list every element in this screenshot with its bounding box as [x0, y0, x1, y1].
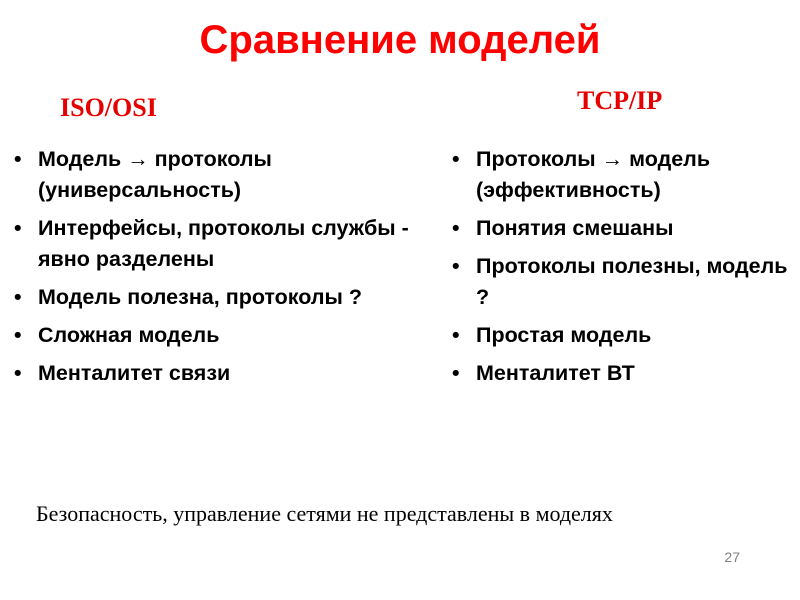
bullet-icon: • — [452, 216, 460, 240]
bullet-icon: • — [452, 254, 460, 278]
bullet-icon: • — [14, 285, 22, 309]
bullet-icon: • — [452, 147, 460, 171]
bullet-icon: • — [14, 361, 22, 385]
list-item — [448, 251, 793, 313]
list-item-text: Понятия смешаны — [476, 216, 674, 240]
list-item — [448, 358, 793, 389]
list-item — [448, 320, 793, 351]
iso-osi-list — [10, 144, 410, 396]
footer-note: Безопасность, управление сетями не представлены в моделях — [36, 501, 613, 526]
list-item — [448, 213, 793, 244]
list-item-text: Модель полезна, протоколы ? — [38, 285, 363, 309]
slide-title: Сравнение моделей — [199, 18, 601, 62]
bullet-icon: • — [14, 216, 22, 240]
list-item-text: Сложная модель — [38, 323, 220, 347]
list-item-text: Простая модель — [476, 323, 652, 347]
bullet-icon: • — [14, 323, 22, 347]
list-item — [448, 144, 793, 206]
page-number: 27 — [724, 549, 740, 565]
list-item — [10, 213, 410, 275]
list-item-text: Менталитет ВТ — [476, 361, 635, 385]
bullet-icon: • — [452, 323, 460, 347]
list-item-text: Модель → протоколы (универсальность) — [38, 147, 272, 202]
list-item-text: Протоколы полезны, модель ? — [476, 254, 788, 309]
tcp-ip-heading: TCP/IP — [577, 86, 663, 115]
list-item — [10, 358, 410, 389]
bullet-icon: • — [452, 361, 460, 385]
list-item — [10, 144, 410, 206]
list-item-text: Менталитет связи — [38, 361, 231, 385]
tcp-ip-list — [448, 144, 793, 396]
list-item — [10, 282, 410, 313]
list-item — [10, 320, 410, 351]
iso-osi-heading: ISO/OSI — [60, 93, 157, 122]
list-item-text: Протоколы → модель (эффективность) — [476, 147, 711, 202]
bullet-icon: • — [14, 147, 22, 171]
list-item-text: Интерфейсы, протоколы службы - явно разделены — [38, 216, 409, 271]
